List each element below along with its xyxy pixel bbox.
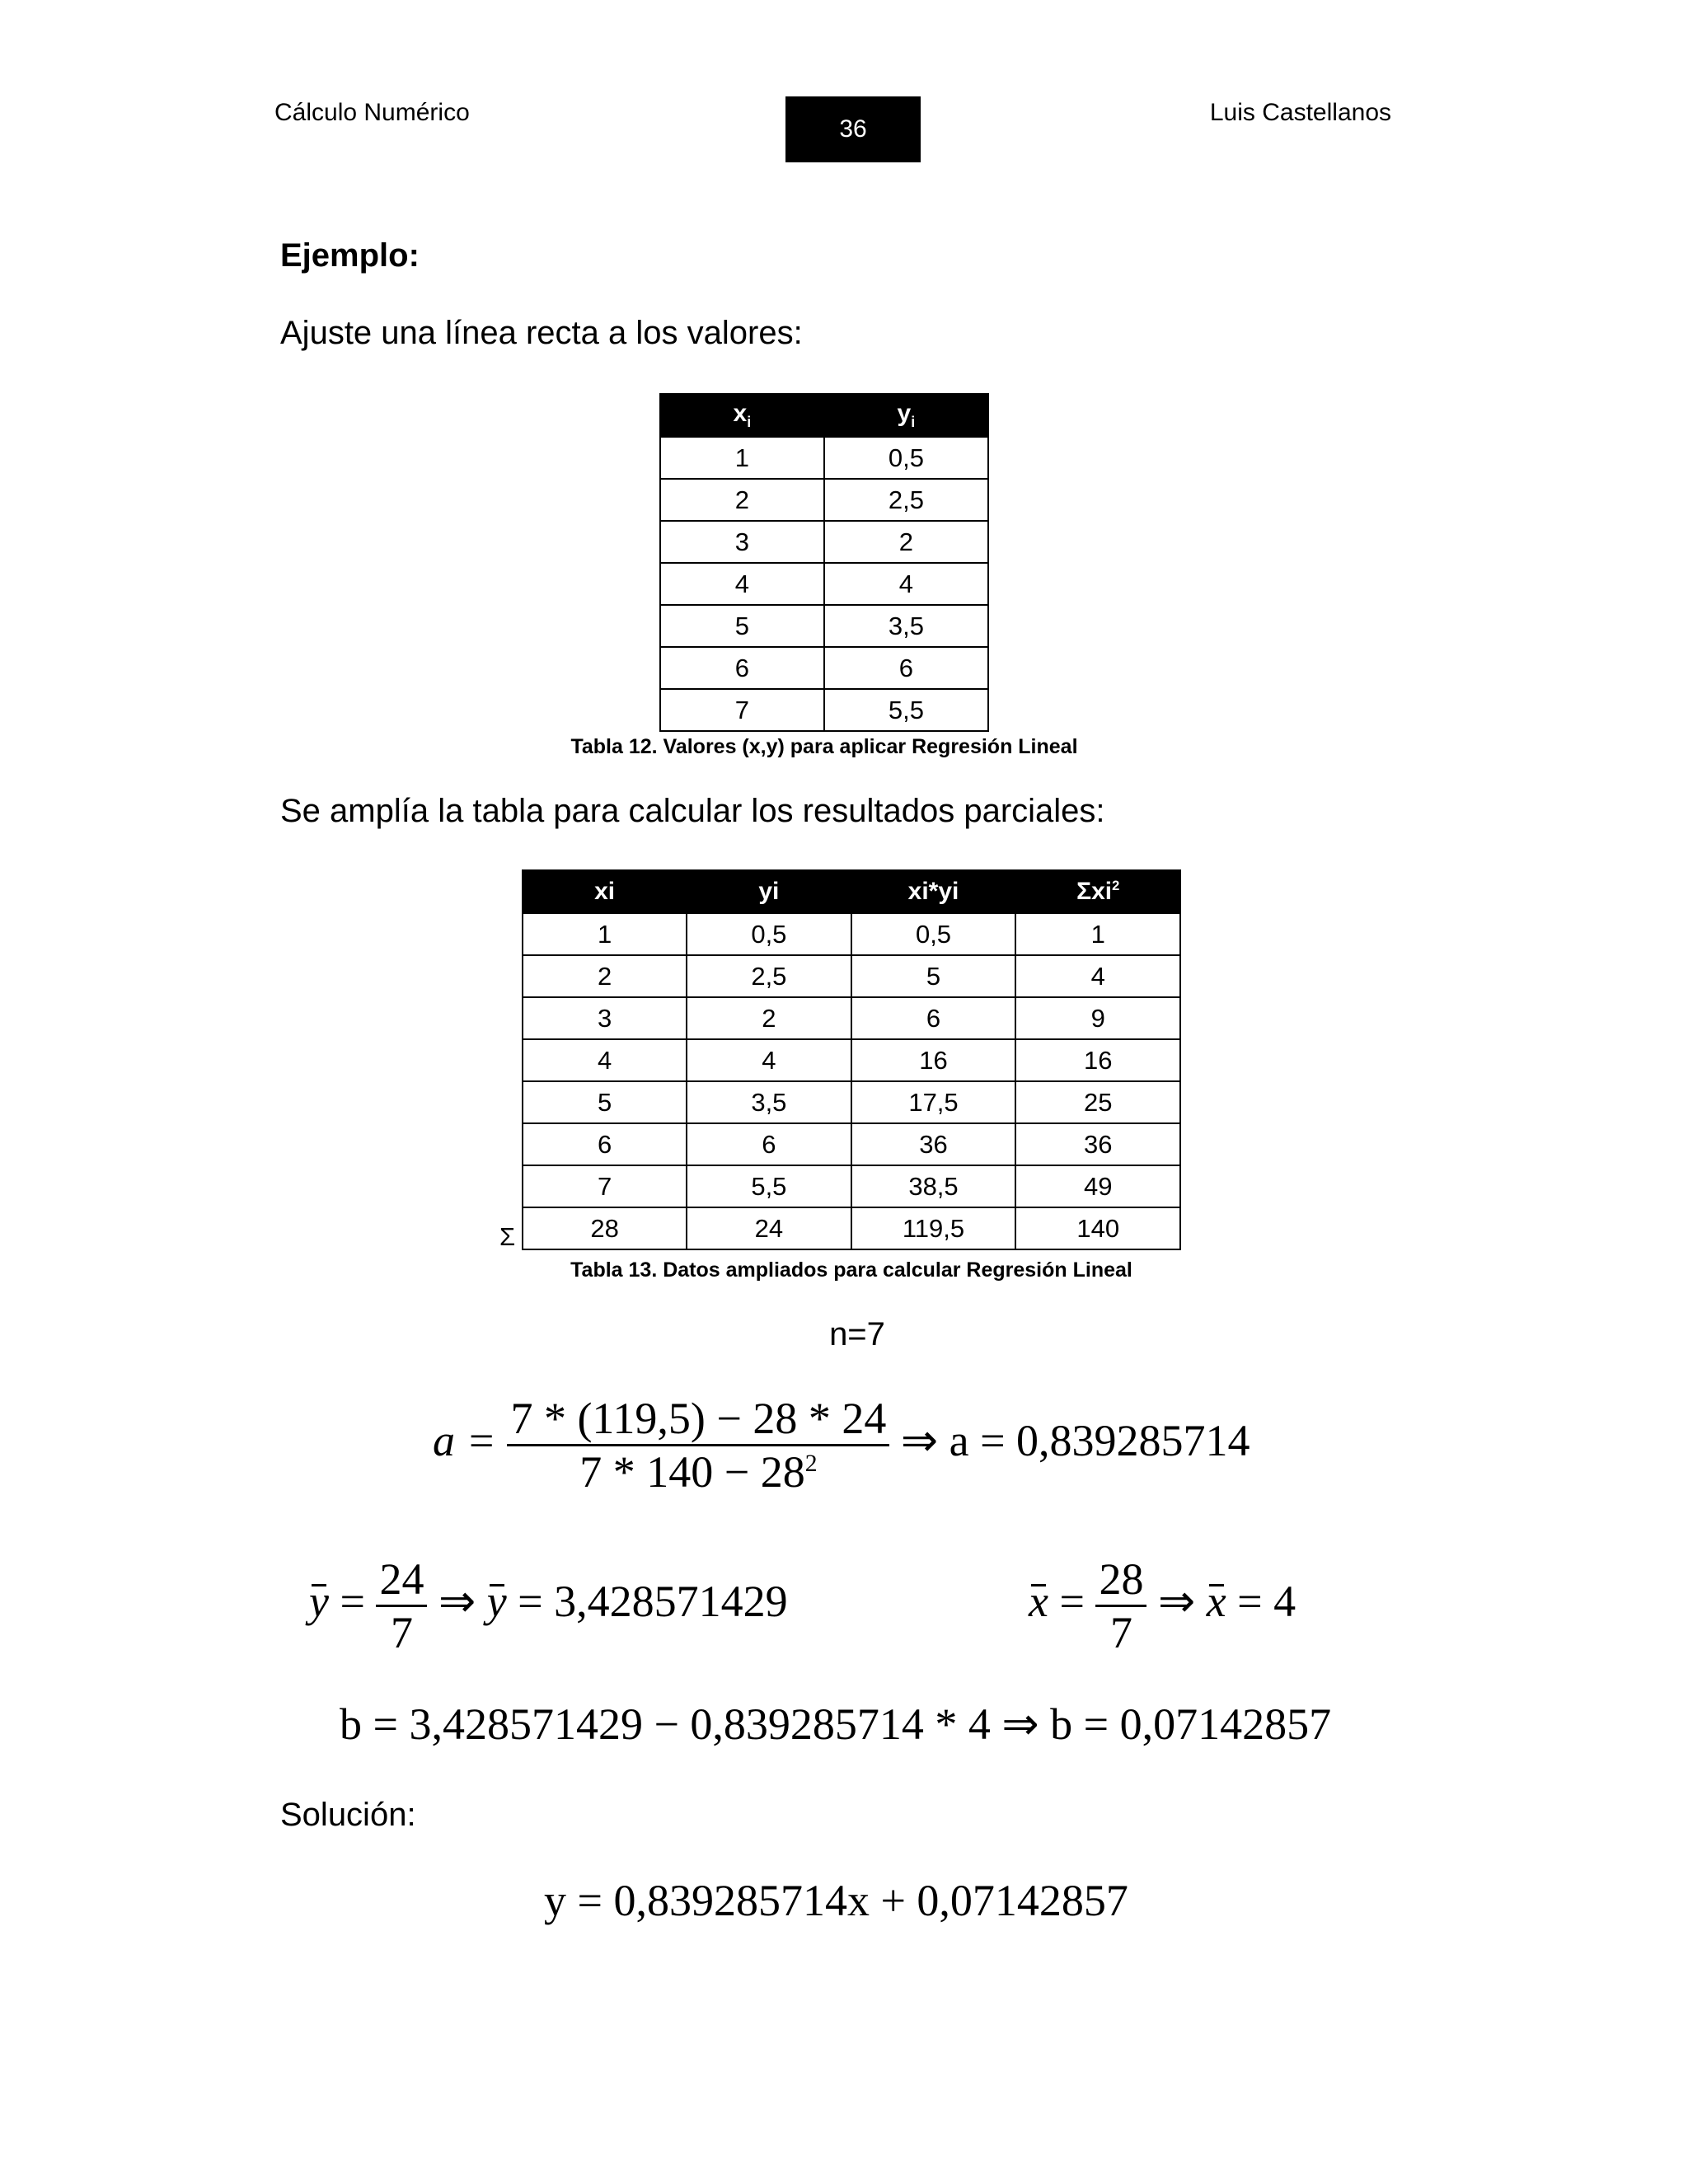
table-cell: 5 (851, 955, 1016, 997)
table-row (660, 479, 988, 521)
table-cell: 1 (660, 437, 824, 479)
table-cell: 0,5 (687, 913, 851, 955)
xbar-numerator: 28 (1099, 1554, 1144, 1604)
table-cell: 17,5 (851, 1081, 1016, 1123)
ybar-symbol-2: y (486, 1576, 507, 1626)
table-cell: 3 (523, 997, 687, 1039)
table-cell: 2 (660, 479, 824, 521)
table-cell: 2,5 (687, 955, 851, 997)
table-cell: 6 (851, 997, 1016, 1039)
table-cell: 7 (523, 1165, 687, 1207)
table-row (660, 563, 988, 605)
ybar-fraction (376, 1554, 427, 1658)
table-sum-cell: 24 (687, 1207, 851, 1249)
table-cell: 1 (1015, 913, 1180, 955)
table-cell: 25 (1015, 1081, 1180, 1123)
xbar-equals: = (1048, 1576, 1085, 1626)
table-cell: 16 (851, 1039, 1016, 1081)
table-cell: 36 (851, 1123, 1016, 1165)
xbar-symbol-2: x (1206, 1576, 1226, 1626)
ybar-symbol: y (309, 1576, 329, 1626)
ybar-numerator: 24 (379, 1554, 424, 1604)
xbar-denominator: 7 (1109, 1608, 1132, 1657)
table-cell: 4 (824, 563, 988, 605)
table-12-header-y: $y_i$ (824, 394, 988, 437)
header-left-title: Cálculo Numérico (274, 99, 470, 126)
table-cell: 6 (824, 647, 988, 689)
table-13-caption: Tabla 13. Datos ampliados para calcular Regresión Lineal (570, 1258, 1132, 1282)
example-heading: Ejemplo: (280, 237, 420, 274)
table-cell: 5,5 (824, 689, 988, 731)
table-cell: 0,5 (824, 437, 988, 479)
table-row (660, 647, 988, 689)
intro-paragraph: Ajuste una línea recta a los valores: (280, 315, 803, 351)
ybar-denominator: 7 (390, 1608, 413, 1657)
formula-a-denominator: $7 * 140 - 28^2$ (579, 1447, 818, 1497)
table-row (523, 1081, 1180, 1123)
table-cell: 6 (660, 647, 824, 689)
table-13-header-xiyi: xi*yi (851, 870, 1016, 913)
formula-b: b = 3,428571429 − 0,839285714 * 4 ⇒ b = 0,07142857 (340, 1699, 1332, 1749)
formula-a (433, 1393, 1250, 1497)
table-row (660, 521, 988, 563)
table-13-header-xi: xi (523, 870, 687, 913)
header-right-author: Luis Castellanos (1209, 99, 1391, 126)
table-cell: 16 (1015, 1039, 1180, 1081)
intro2-paragraph: Se amplía la tabla para calcular los resultados parciales: (280, 793, 1105, 829)
table-cell: 0,5 (851, 913, 1016, 955)
table-13-header-sum-xi2: Σxi$^2$ (1015, 870, 1180, 913)
table-row (523, 1123, 1180, 1165)
table-cell: 5 (660, 605, 824, 647)
table-cell: 3 (660, 521, 824, 563)
page-number: 36 (839, 115, 867, 143)
table-cell: 4 (660, 563, 824, 605)
n-value: n=7 (829, 1316, 885, 1352)
table-cell: 7 (660, 689, 824, 731)
table-cell: 1 (523, 913, 687, 955)
table-row (523, 1165, 1180, 1207)
table-cell: 2 (824, 521, 988, 563)
table-12-header-row (660, 394, 988, 437)
table-sum-cell: 28 (523, 1207, 687, 1249)
table-row (523, 997, 1180, 1039)
table-sum-cell: 119,5 (851, 1207, 1016, 1249)
table-13-header-row (523, 870, 1180, 913)
formula-xbar (1029, 1554, 1296, 1658)
table-cell: 6 (687, 1123, 851, 1165)
table-cell: 49 (1015, 1165, 1180, 1207)
table-row (660, 689, 988, 731)
table-cell: 2,5 (824, 479, 988, 521)
xbar-fraction (1095, 1554, 1146, 1658)
table-cell: 4 (687, 1039, 851, 1081)
formula-a-numerator: 7 * (119,5) − 28 * 24 (510, 1394, 887, 1443)
xbar-arrow: ⇒ (1146, 1576, 1207, 1626)
table-12-caption: Tabla 12. Valores (x,y) para aplicar Regresión Lineal (570, 735, 1078, 758)
table-cell: 5 (523, 1081, 687, 1123)
table-cell: 6 (523, 1123, 687, 1165)
xbar-result: = 4 (1226, 1576, 1296, 1626)
table-row (523, 913, 1180, 955)
table-row (660, 605, 988, 647)
ybar-equals: = (328, 1576, 365, 1626)
table-12-header-x: $x_i$ (660, 394, 824, 437)
formula-a-result: ⇒ a = 0,839285714 (900, 1415, 1250, 1465)
table-cell: 9 (1015, 997, 1180, 1039)
formula-a-lhs: a = (433, 1415, 496, 1465)
sum-row-label: Σ (499, 1222, 516, 1251)
formula-ybar (309, 1554, 788, 1658)
table-row (523, 1039, 1180, 1081)
ybar-result: = 3,428571429 (506, 1576, 788, 1626)
table-cell: 2 (687, 997, 851, 1039)
solution-equation: y = 0,839285714x + 0,07142857 (544, 1876, 1128, 1925)
table-cell: 38,5 (851, 1165, 1016, 1207)
table-12 (659, 393, 989, 732)
table-cell: 4 (1015, 955, 1180, 997)
solution-label: Solución: (280, 1797, 416, 1833)
xbar-symbol: x (1029, 1576, 1048, 1626)
table-cell: 3,5 (687, 1081, 851, 1123)
table-sum-cell: 140 (1015, 1207, 1180, 1249)
table-13 (522, 869, 1181, 1250)
table-cell: 5,5 (687, 1165, 851, 1207)
table-cell: 36 (1015, 1123, 1180, 1165)
table-row (660, 437, 988, 479)
table-cell: 2 (523, 955, 687, 997)
table-row (523, 955, 1180, 997)
ybar-arrow: ⇒ (427, 1576, 487, 1626)
table-cell: 3,5 (824, 605, 988, 647)
table-cell: 4 (523, 1039, 687, 1081)
table-sum-row (523, 1207, 1180, 1249)
page-number-box (785, 96, 921, 162)
formula-a-fraction (507, 1393, 889, 1497)
table-13-header-yi: yi (687, 870, 851, 913)
